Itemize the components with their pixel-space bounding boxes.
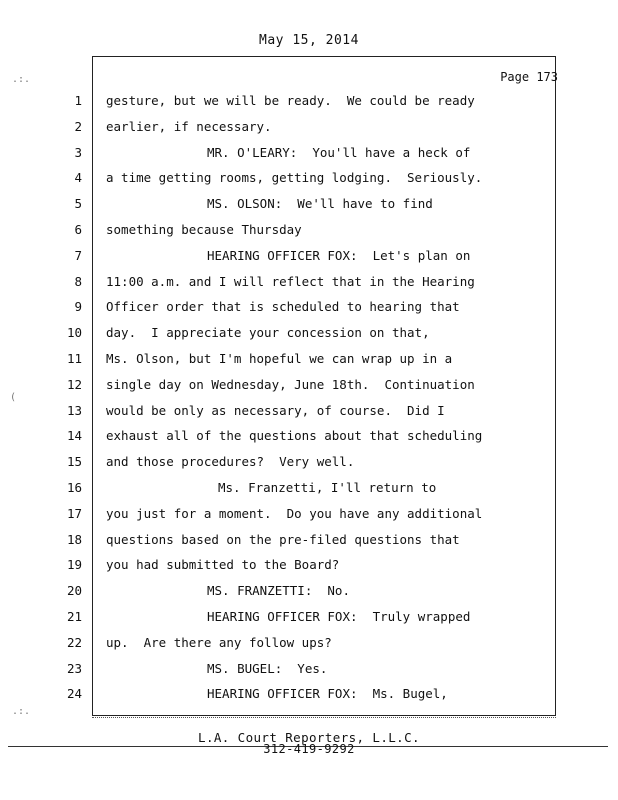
line-text: questions based on the pre-filed questions that	[106, 531, 460, 547]
line-text: Officer order that is scheduled to hearing that	[106, 299, 460, 315]
line-number: 2	[74, 118, 82, 134]
transcript-line	[0, 504, 618, 524]
transcript-line	[0, 555, 618, 575]
transcript-line	[0, 426, 618, 446]
line-text: single day on Wednesday, June 18th. Continuation	[106, 376, 475, 392]
line-number: 24	[66, 686, 82, 702]
transcript-line	[0, 143, 618, 163]
footer-company: L.A. Court Reporters, L.L.C.	[198, 730, 420, 745]
line-number: 11	[66, 351, 82, 366]
footer-phone: 312-419-9292	[263, 742, 355, 756]
line-number: 9	[74, 299, 82, 315]
line-number: 13	[66, 402, 82, 418]
line-number: 22	[66, 634, 82, 650]
transcript-line	[0, 633, 618, 653]
line-text: you had submitted to the Board?	[106, 557, 340, 573]
line-number: 12	[66, 376, 82, 392]
transcript-line	[0, 478, 618, 498]
line-text: MR. O'LEARY: You'll have a heck of	[207, 144, 471, 160]
transcript-line	[0, 117, 618, 137]
line-number: 18	[66, 531, 82, 547]
line-text: Ms. Olson, but I'm hopeful we can wrap up in a	[106, 351, 453, 366]
line-number: 4	[74, 170, 82, 186]
line-text: MS. BUGEL: Yes.	[207, 660, 328, 676]
transcript-line	[0, 349, 618, 369]
line-number: 3	[74, 144, 82, 160]
line-number: 20	[66, 583, 82, 599]
line-number: 16	[66, 480, 82, 495]
line-text: HEARING OFFICER FOX: Ms. Bugel,	[207, 686, 448, 702]
page-number: Page 173	[500, 70, 558, 84]
transcript-line	[0, 452, 618, 472]
transcript-line	[0, 220, 618, 240]
transcript-line	[0, 659, 618, 679]
transcript-line	[0, 684, 618, 704]
line-text: day. I appreciate your concession on that,	[106, 325, 430, 341]
line-number: 15	[66, 454, 82, 470]
scan-speck: .:.	[12, 706, 31, 717]
transcript-line	[0, 581, 618, 601]
line-text: earlier, if necessary.	[106, 118, 272, 134]
scan-speck: (	[10, 392, 17, 403]
line-text: exhaust all of the questions about that scheduling	[106, 428, 483, 444]
line-text: something because Thursday	[106, 222, 302, 237]
line-text: up. Are there any follow ups?	[106, 634, 332, 650]
transcript-line	[0, 297, 618, 317]
line-number: 19	[66, 557, 82, 573]
line-text: gesture, but we will be ready. We could be ready	[106, 93, 475, 108]
line-text: MS. OLSON: We'll have to find	[207, 196, 433, 212]
transcript-line	[0, 323, 618, 343]
transcript-line	[0, 530, 618, 550]
line-text: a time getting rooms, getting lodging. Seriously.	[106, 170, 483, 186]
transcript-line	[0, 168, 618, 188]
transcript-line	[0, 272, 618, 292]
line-number: 14	[66, 428, 82, 444]
line-text: and those procedures? Very well.	[106, 454, 355, 470]
transcript-date: May 15, 2014	[259, 33, 359, 48]
line-text: would be only as necessary, of course. Did I	[106, 402, 445, 418]
line-text: MS. FRANZETTI: No.	[207, 583, 350, 599]
line-text: you just for a moment. Do you have any additional	[106, 505, 483, 521]
line-text: Ms. Franzetti, I'll return to	[218, 480, 437, 495]
line-text: HEARING OFFICER FOX: Truly wrapped	[207, 609, 471, 624]
transcript-line	[0, 607, 618, 627]
scan-speck: .:.	[12, 74, 31, 85]
transcript-line	[0, 401, 618, 421]
transcript-line	[0, 246, 618, 266]
line-number: 17	[66, 505, 82, 521]
transcript-line	[0, 91, 618, 111]
line-number: 21	[66, 609, 82, 624]
line-number: 6	[74, 222, 82, 237]
transcript-line	[0, 194, 618, 214]
line-text: 11:00 a.m. and I will reflect that in the Hearing	[106, 273, 475, 289]
line-number: 8	[74, 273, 82, 289]
line-number: 23	[66, 660, 82, 676]
line-number: 7	[74, 247, 82, 263]
frame-bottom-shadow	[92, 713, 556, 718]
line-text: HEARING OFFICER FOX: Let's plan on	[207, 247, 471, 263]
transcript-line	[0, 375, 618, 395]
line-number: 10	[66, 325, 82, 341]
line-number: 5	[74, 196, 82, 212]
line-number: 1	[74, 93, 82, 108]
